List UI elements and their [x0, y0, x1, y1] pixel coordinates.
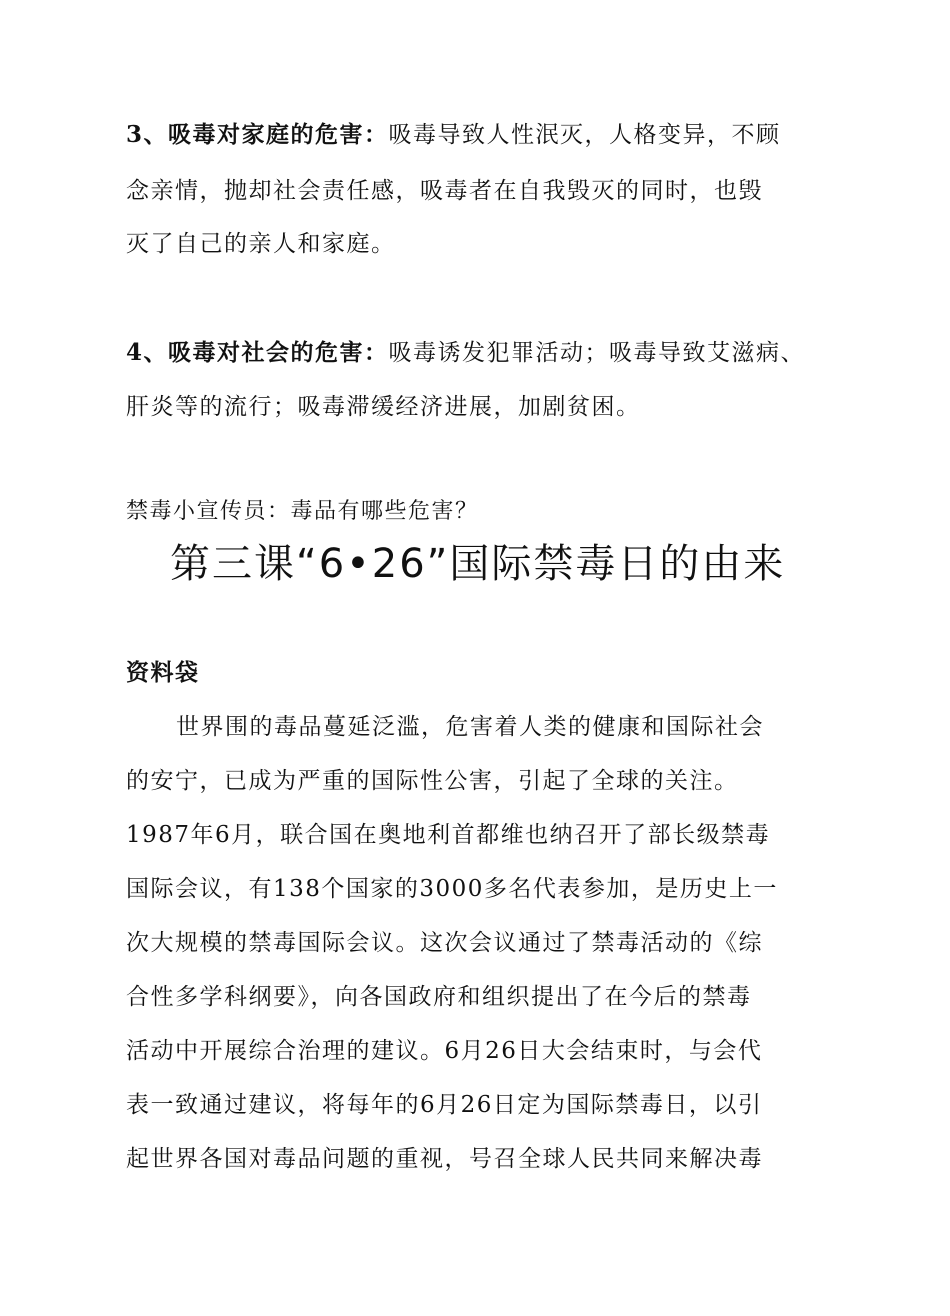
- body-line-3: 1987年6月，联合国在奥地利首都维也纳召开了部长级禁毒: [126, 822, 771, 848]
- harm-family-text-1: 吸毒导致人性泯灭，人格变异，不顾: [388, 122, 781, 148]
- body-line-9: 起世界各国对毒品问题的重视，号召全球人民共同来解决毒: [126, 1146, 763, 1172]
- harm-family-line-3: 灭了自己的亲人和家庭。: [126, 231, 396, 257]
- harm-family-line-1: [126, 120, 781, 150]
- harm-society-text-1: 吸毒诱发犯罪活动；吸毒导致艾滋病、: [388, 340, 806, 366]
- body-line-4: 国际会议，有138个国家的3000多名代表参加，是历史上一: [126, 876, 778, 902]
- section-heading: 资料袋: [126, 659, 200, 686]
- lesson-title: 第三课“6•26”国际禁毒日的由来: [170, 541, 786, 587]
- body-line-1: 世界围的毒品蔓延泛滥，危害着人类的健康和国际社会: [176, 714, 764, 740]
- harm-family-line-2: 念亲情，抛却社会责任感，吸毒者在自我毁灭的同时，也毁: [126, 178, 763, 204]
- prompt-text: 禁毒小宣传员：毒品有哪些危害？: [126, 499, 479, 524]
- harm-family-heading: 3、吸毒对家庭的危害：: [126, 121, 389, 148]
- body-line-7: 活动中开展综合治理的建议。6月26日大会结束时，与会代: [126, 1038, 763, 1064]
- body-line-2: 的安宁，已成为严重的国际性公害，引起了全球的关注。: [126, 768, 739, 794]
- harm-society-line-1: [126, 338, 805, 368]
- body-line-6: 合性多学科纲要》，向各国政府和组织提出了在今后的禁毒: [126, 984, 752, 1010]
- body-line-5: 次大规模的禁毒国际会议。这次会议通过了禁毒活动的《综: [126, 930, 763, 956]
- body-line-8: 表一致通过建议，将每年的6月26日定为国际禁毒日，以引: [126, 1092, 763, 1118]
- harm-society-heading: 4、吸毒对社会的危害：: [126, 339, 389, 366]
- harm-society-line-2: 肝炎等的流行；吸毒滞缓经济进展，加剧贫困。: [126, 394, 641, 420]
